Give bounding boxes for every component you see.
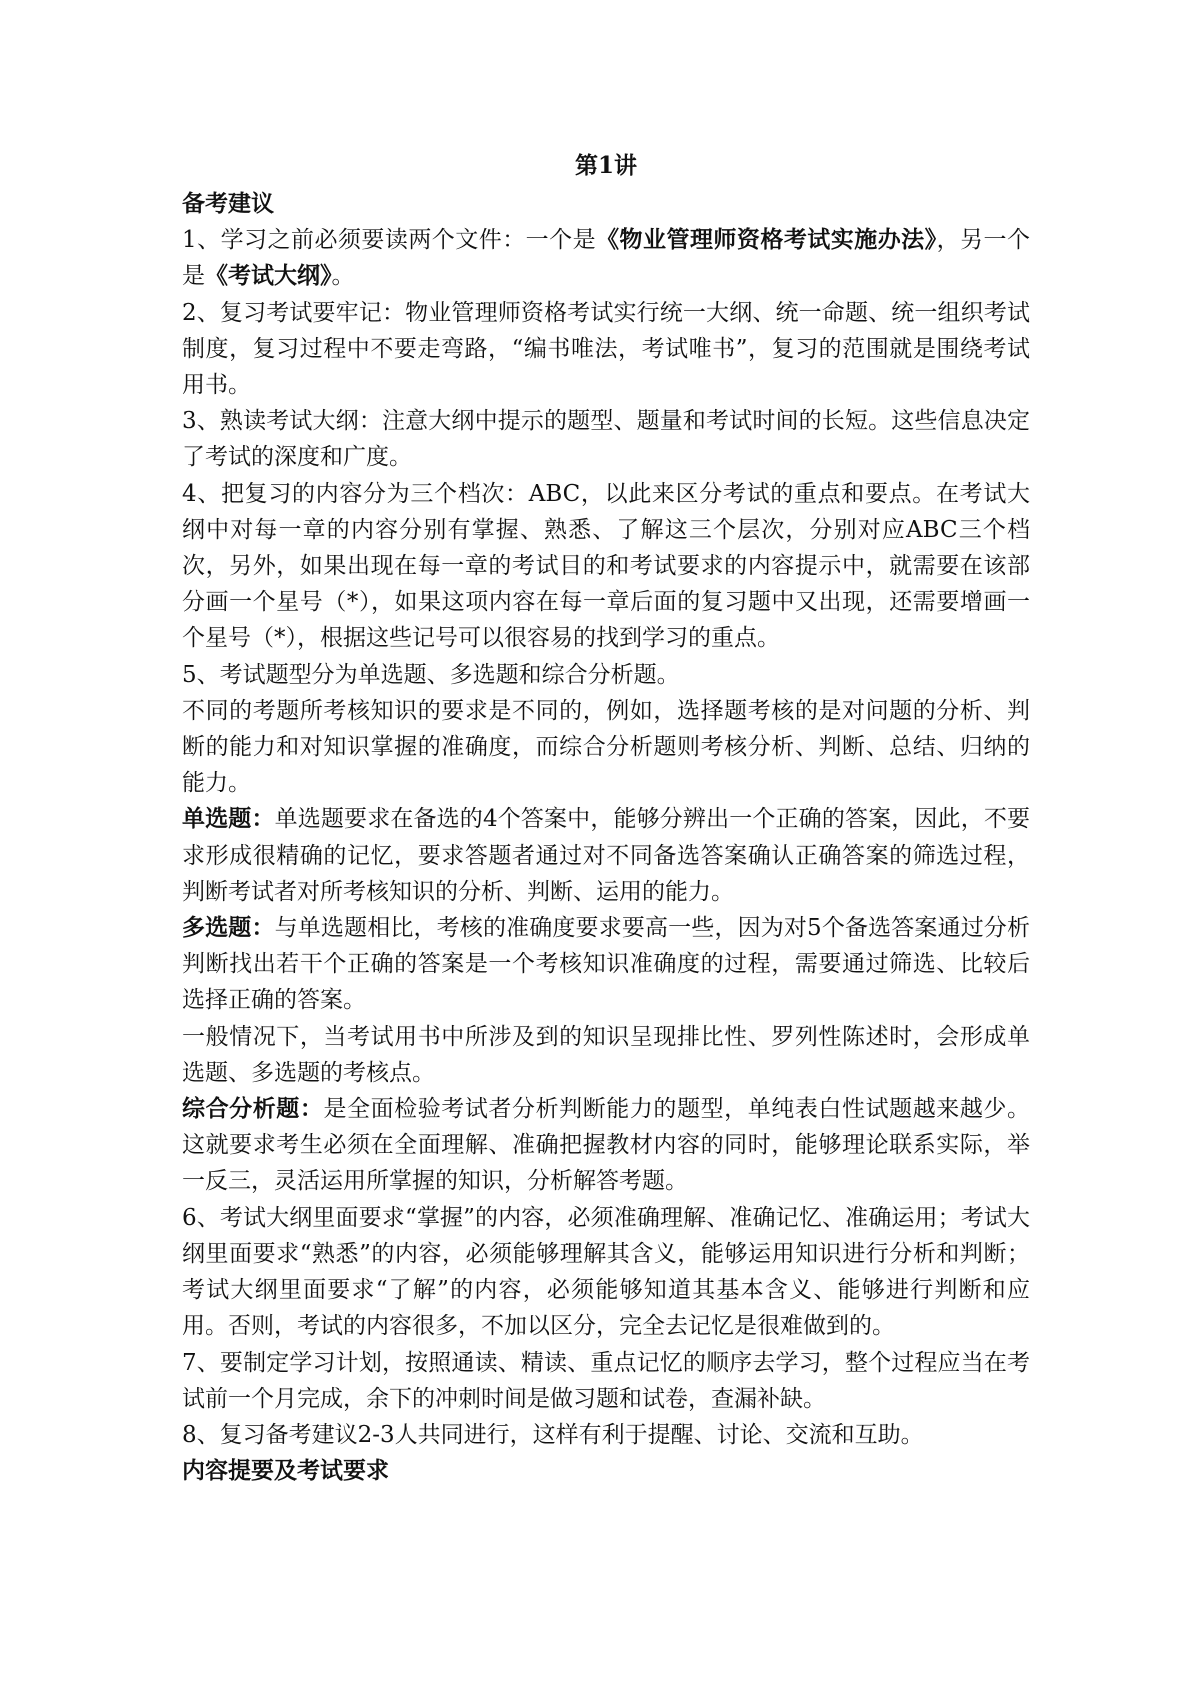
comprehensive-label: 综合分析题：	[182, 1095, 324, 1123]
section-heading-exam-advice: 备考建议	[182, 190, 274, 217]
paragraph-2: 2、复习考试要牢记：物业管理师资格考试实行统一大纲、统一命题、统一组织考试制度，复习过程中不要走弯路，“编书唯法，考试唯书”，复习的范围就是围绕考试用书。	[182, 299, 1030, 399]
doc-title-exam-outline: 《考试大纲》	[205, 262, 332, 290]
paragraph-10: 8、复习备考建议2-3人共同进行，这样有利于提醒、讨论、交流和互助。	[182, 1421, 924, 1448]
paragraph-8: 6、考试大纲里面要求“掌握”的内容，必须准确理解、准确记忆、准确运用；考试大纲里面要求“熟悉”的内容，必须能够理解其含义，能够运用知识进行分析和判断；考试大纲里面要求“了解”的内容，必须能够知道其基本含义、能够进行判断和应用。否则，考试的内容很多，不加以区分，完全去记忆是很难做到的。	[182, 1204, 1030, 1340]
comprehensive-text: 是全面检验考试者分析判断能力的题型，单纯表白性试题越来越少。这就要求考生必须在全面理解、准确把握教材内容的同时，能够理论联系实际，举一反三，灵活运用所掌握的知识，分析解答考题。	[182, 1096, 1031, 1195]
document-page	[182, 148, 1030, 1489]
multiple-choice-label: 多选题：	[182, 914, 275, 942]
paragraph-4: 4、把复习的内容分为三个档次：ABC，以此来区分考试的重点和要点。在考试大纲中对每一章的内容分别有掌握、熟悉、了解这三个层次，分别对应ABC三个档次，另外，如果出现在每一章的考试目的和考试要求的内容提示中，就需要在该部分画一个星号（*），如果这项内容在每一章后面的复习题中又出现，还需要增画一个星号（*），根据这些记号可以很容易的找到学习的重点。	[182, 480, 1030, 652]
paragraph-1-text-end: 。	[331, 263, 355, 290]
page-title: 第1讲	[574, 152, 637, 179]
paragraph-comprehensive	[182, 1091, 1030, 1200]
paragraph-1	[182, 222, 1030, 294]
paragraph-5: 5、考试题型分为单选题、多选题和综合分析题。	[182, 661, 680, 688]
paragraph-7: 一般情况下，当考试用书中所涉及到的知识呈现排比性、罗列性陈述时，会形成单选题、多选题的考核点。	[182, 1023, 1030, 1086]
multiple-choice-text: 与单选题相比，考核的准确度要求要高一些，因为对5个备选答案通过分析判断找出若干个正确的答案是一个考核知识准确度的过程，需要通过筛选、比较后选择正确的答案。	[182, 915, 1031, 1014]
paragraph-single-choice	[182, 801, 1030, 910]
doc-title-implementation-rules: 《物业管理师资格考试实施办法》	[596, 226, 937, 254]
paragraph-1-text-mid: ，另一个是	[182, 227, 1031, 290]
single-choice-label: 单选题：	[182, 805, 275, 833]
section-heading-content-summary: 内容提要及考试要求	[182, 1457, 389, 1485]
paragraph-1-text: 1、学习之前必须要读两个文件：一个是	[182, 227, 597, 254]
single-choice-text: 单选题要求在备选的4个答案中，能够分辨出一个正确的答案，因此，不要求形成很精确的记忆，要求答题者通过对不同备选答案确认正确答案的筛选过程，判断考试者对所考核知识的分析、判断、运用的能力。	[182, 806, 1031, 905]
paragraph-6: 不同的考题所考核知识的要求是不同的，例如，选择题考核的是对问题的分析、判断的能力和对知识掌握的准确度，而综合分析题则考核分析、判断、总结、归纳的能力。	[182, 697, 1030, 797]
paragraph-3: 3、熟读考试大纲：注意大纲中提示的题型、题量和考试时间的长短。这些信息决定了考试的深度和广度。	[182, 408, 1030, 471]
paragraph-9: 7、要制定学习计划，按照通读、精读、重点记忆的顺序去学习，整个过程应当在考试前一个月完成，余下的冲刺时间是做习题和试卷，查漏补缺。	[182, 1349, 1030, 1412]
paragraph-multiple-choice	[182, 910, 1030, 1019]
